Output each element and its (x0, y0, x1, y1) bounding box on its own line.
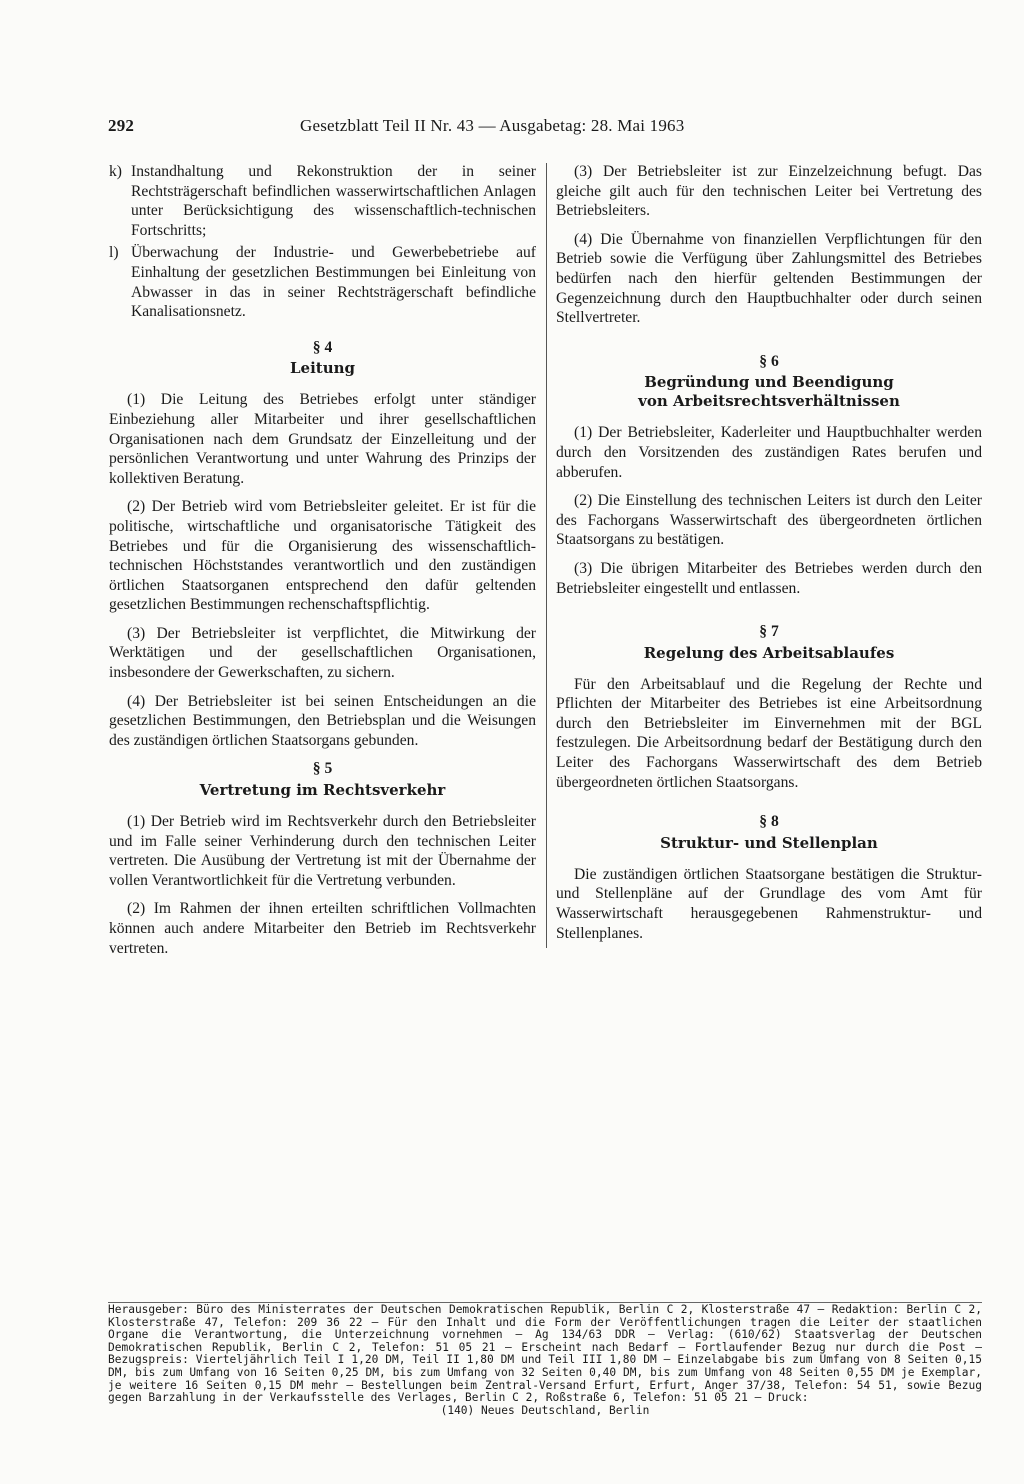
section-heading-5: Vertretung im Rechtsverkehr (199, 781, 446, 800)
section-number-6: § 6 (759, 352, 779, 370)
left-column (109, 162, 536, 967)
running-title: Gesetzblatt Teil II Nr. 43 — Ausgabetag: 28. Mai 1963 (300, 116, 685, 135)
list-item-l (109, 243, 536, 321)
section-heading-7: Regelung des Arbeitsablaufes (643, 643, 895, 662)
heading-line: von Arbeitsrechtsverhältnissen (638, 392, 900, 411)
section-number-8: § 8 (759, 813, 779, 831)
section-number-4: § 4 (312, 338, 333, 356)
paragraph: Die zuständigen örtlichen Staatsorgane bestätigen die Struktur- und Stellenpläne auf der Grundlage des vom Amt für Wasserwirtschaft herausgegebenen Rahmenstruktur- und Stellenplanes. (556, 865, 982, 942)
paragraph: (3) Der Betriebsleiter ist verpflichtet, die Mitwirkung der Werktätigen und der gesellschaftlichen Organisationen, insbesondere der Gewerkschaften, zu sichern. (109, 624, 536, 682)
section-number-7: § 7 (759, 623, 779, 641)
paragraph: (4) Die Übernahme von finanziellen Verpflichtungen für den Betrieb sowie die Verfügung über Zahlungsmittel des Betriebes bedürfen nach den hierfür geltenden Bestimmungen der Gegenzeichnung durch den Hauptbuchhalter oder durch seinen Stellvertreter. (556, 230, 982, 327)
imprint-printer: (140) Neues Deutschland, Berlin (440, 1403, 650, 1417)
section-heading-6 (556, 373, 982, 411)
paragraph: (4) Der Betriebsleiter ist bei seinen Entscheidungen an die gesetzlichen Bestimmungen, den Betriebsplan und die Weisungen des zuständigen örtlichen Staatsorgans gebunden. (109, 692, 536, 749)
item-label: l) (109, 244, 119, 262)
paragraph: (2) Im Rahmen der ihnen erteilten schriftlichen Vollmachten können auch andere Mitarbeiter den Betrieb im Rechtsverkehr vertreten. (109, 900, 536, 957)
heading-line: Begründung und Beendigung (644, 373, 894, 392)
paragraph: (1) Der Betrieb wird im Rechtsverkehr durch den Betriebsleiter und im Falle seiner Verhinderung durch den technischen Leiter vertreten. Die Ausübung der Vertretung ist mit der Übernahme der vollen Verantwortlichkeit für die Vertretung verbunden. (109, 813, 536, 889)
imprint-block (108, 1302, 982, 1417)
paragraph: (1) Die Leitung des Betriebes erfolgt unter ständiger Einbeziehung aller Mitarbeiter und ihrer gesellschaftlichen Organisationen nach dem Grundsatz der Einzelleitung und der persönlichen Verantwortung und unter Wahrung des Prinzips der kollektiven Beratung. (109, 391, 536, 487)
list-item-k (109, 162, 536, 240)
item-text: Instandhaltung und Rekonstruktion der in seiner Rechtsträgerschaft befindlichen wasserwirtschaftlichen Anlagen unter Berücksichtigung des wissenschaftlich-technischen Fortschritts; (131, 163, 536, 239)
paragraph: (1) Der Betriebsleiter, Kaderleiter und Hauptbuchhalter werden durch den Vorsitzenden des zuständigen Rates berufen und abberufen. (556, 424, 982, 481)
item-text: Überwachung der Industrie- und Gewerbebetriebe auf Einhaltung der gesetzlichen Bestimmungen bei Einleitung von Abwasser in das in seiner Rechtsträgerschaft befindliche Kanalisationsnetz. (131, 244, 536, 321)
column-divider (546, 163, 547, 948)
section-heading-4: Leitung (289, 359, 356, 378)
paragraph: (3) Die übrigen Mitarbeiter des Betriebes werden durch den Betriebsleiter eingestellt und entlassen. (556, 559, 982, 597)
paragraph: Für den Arbeitsablauf und die Regelung der Rechte und Pflichten der Mitarbeiter des Betriebes ist eine Arbeitsordnung durch den Betriebsleiter im Einvernehmen mit der BGL festzulegen. Die Arbeitsordnung bedarf der Bestätigung durch den Leiter des Fachorgans Wasserwirtschaft des dem Betrieb übergeordneten örtlichen Staatsorgans. (556, 675, 982, 791)
paragraph: (2) Der Betrieb wird vom Betriebsleiter geleitet. Er ist für die politische, wirtschaftliche und organisatorische Tätigkeit des Betriebes und für die Organisierung des wissenschaftlich-technischen Höchststandes verantwortlich und den zuständigen örtlichen Staatsorganen entsprechend den dafür geltenden gesetzlichen Bestimmungen rechenschaftspflichtig. (109, 498, 536, 614)
section-number-5: § 5 (312, 760, 333, 778)
page-header (108, 116, 988, 140)
right-column (556, 162, 982, 952)
imprint-text: Herausgeber: Büro des Ministerrates der Deutschen Demokratischen Republik, Berlin C 2, Klosterstraße 47 — Redaktion: Berlin C 2, Klosterstraße 47, Telefon: 209 36 22 — Für den Inhalt und die Form der Veröffentlichungen tragen die Leiter der staatlichen Organe die Verantwortung, die Unterzeichnung vornehmen — Ag 134/63 DDR — Verlag: (610/62) Staatsverlag der Deutschen Demokratischen Republik, Berlin C 2, Telefon: 51 05 21 — Erscheint nach Bedarf — Fortlaufender Bezug nur durch die Post — Bezugspreis: Vierteljährlich Teil I 1,20 DM, Teil II 1,80 DM und Teil III 1,80 DM — Einzelabgabe bis zum Umfang von 8 Seiten 0,15 DM, bis zum Umfang von 16 Seiten 0,25 DM, bis zum Umfang von 32 Seiten 0,40 DM, bis zum Umfang von 48 Seiten 0,55 DM je Exemplar, je weitere 16 Seiten 0,15 DM mehr — Bestellungen beim Zentral-Versand Erfurt, Erfurt, Anger 37/38, Telefon: 54 51, sowie Bezug gegen Barzahlung in der Verkaufsstelle des Verlages, Berlin C 2, Roßstraße 6, Telefon: 51 05 21 — Druck: (108, 1303, 982, 1405)
item-label: k) (109, 163, 122, 180)
paragraph: (3) Der Betriebsleiter ist zur Einzelzeichnung befugt. Das gleiche gilt auch für den technischen Leiter bei Vertretung des Betriebsleiters. (556, 163, 982, 220)
page-number: 292 (108, 116, 135, 135)
paragraph: (2) Die Einstellung des technischen Leiters ist durch den Leiter des Fachorgans Wasserwirtschaft des übergeordneten örtlichen Staatsorgans zu bestätigen. (556, 492, 982, 549)
section-heading-8: Struktur- und Stellenplan (660, 833, 878, 852)
